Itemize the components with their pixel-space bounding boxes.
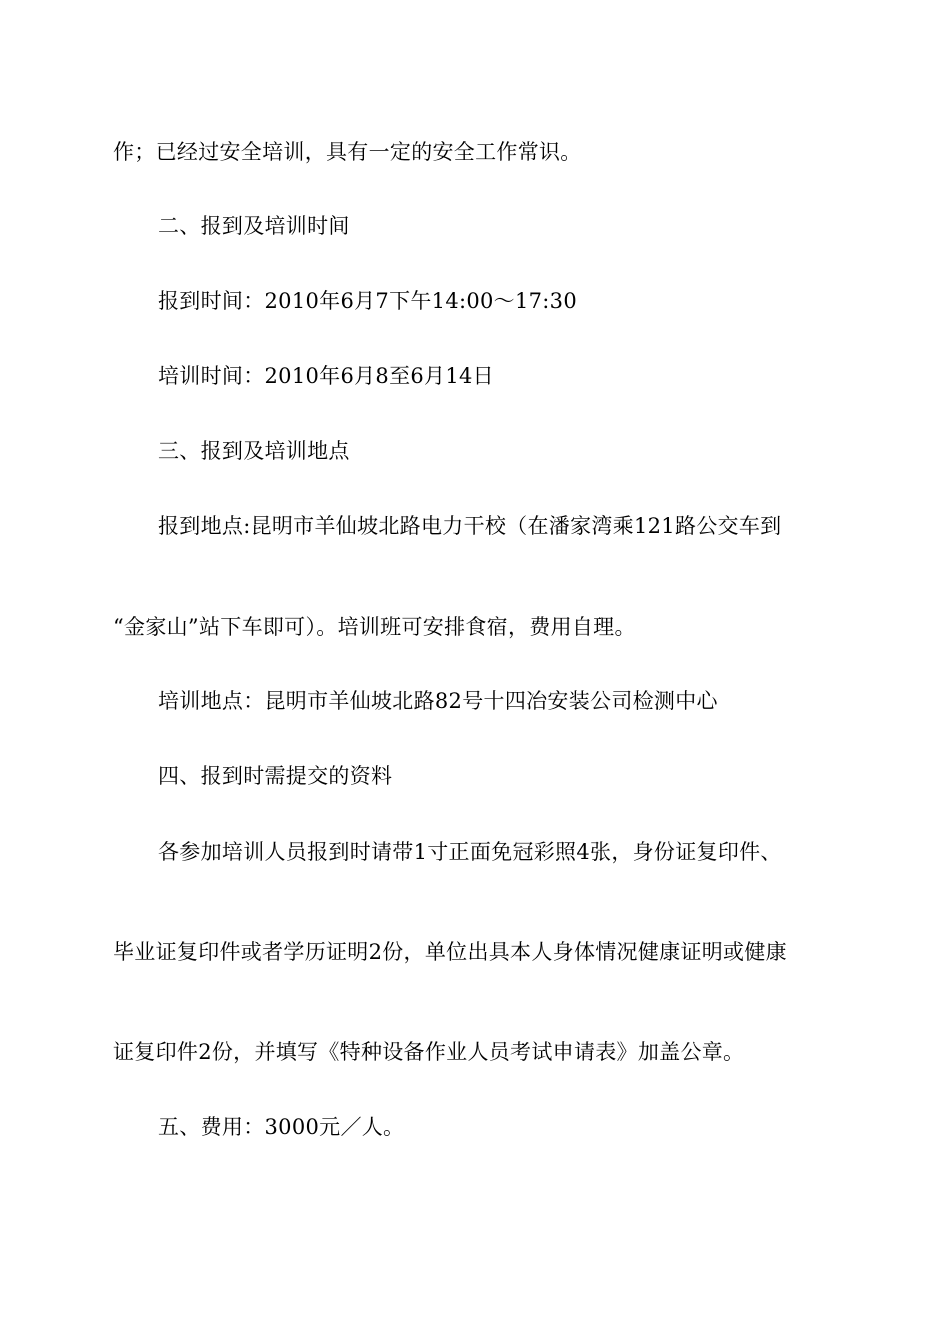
- paragraph-line: 培训时间：2010年6月8至6月14日: [158, 364, 494, 388]
- paragraph-line: 培训地点：昆明市羊仙坡北路82号十四冶安装公司检测中心: [158, 689, 718, 713]
- paragraph-line: 毕业证复印件或者学历证明2份，单位出具本人身体情况健康证明或健康: [113, 940, 787, 964]
- section-heading: 四、报到时需提交的资料: [158, 764, 393, 788]
- section-heading: 三、报到及培训地点: [158, 439, 350, 463]
- paragraph-line: 证复印件2份，并填写《特种设备作业人员考试申请表》加盖公章。: [113, 1040, 745, 1064]
- paragraph-line: 报到地点:昆明市羊仙坡北路电力干校（在潘家湾乘121路公交车到: [158, 514, 782, 538]
- section-heading: 五、费用：3000元／人。: [158, 1115, 405, 1139]
- paragraph-line: 报到时间：2010年6月7下午14:00～17:30: [158, 289, 578, 313]
- section-heading: 二、报到及培训时间: [158, 214, 350, 238]
- paragraph-line: “金家山”站下车即可）。培训班可安排食宿，费用自理。: [113, 615, 636, 639]
- paragraph-line: 各参加培训人员报到时请带1寸正面免冠彩照4张，身份证复印件、: [158, 840, 782, 864]
- paragraph-line: 作；已经过安全培训，具有一定的安全工作常识。: [113, 140, 582, 164]
